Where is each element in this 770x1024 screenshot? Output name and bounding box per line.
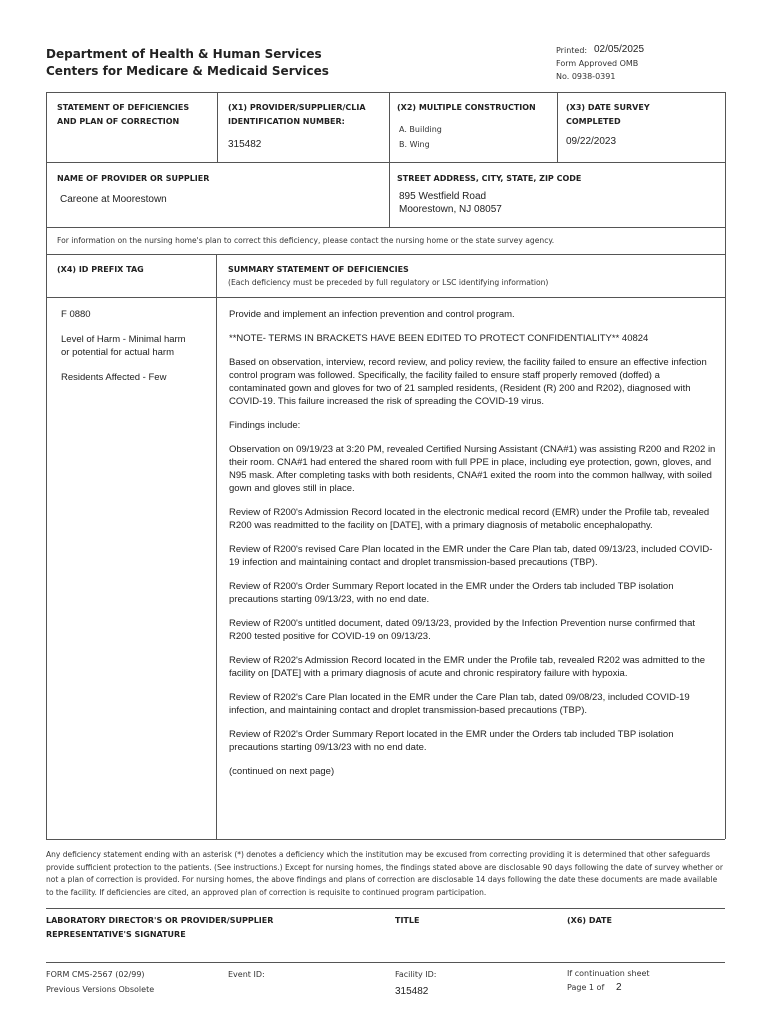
box-right-border [725,92,726,254]
signature-bottom-border [46,962,725,963]
row-divider-3 [46,254,725,255]
department-title: Department of Health & Human Services [46,47,322,61]
paragraph: Review of R202's Admission Record located in the EMR under the Profile tab, revealed R202 was admitted to the facility on [DATE] with a primary diagnosis of acute and chronic respiratory failure with hypoxia. [229,655,706,679]
row-divider-1 [46,162,725,163]
page-label: Page 1 of [567,983,605,992]
x3-value: 09/22/2023 [566,136,617,147]
section-right-border [725,254,726,839]
x1-label: (X1) PROVIDER/SUPPLIER/CLIA IDENTIFICATION NUMBER: [228,103,366,126]
divider-x2 [389,92,390,227]
form-number: FORM CMS-2567 (02/99) [46,970,145,979]
provider-value: Careone at Moorestown [60,194,167,205]
summary-label: SUMMARY STATEMENT OF DEFICIENCIES [228,265,409,274]
x1-value: 315482 [228,139,262,150]
address-line2: Moorestown, NJ 08057 [399,204,502,215]
event-id-label: Event ID: [228,970,265,979]
paragraph: Review of R200's Order Summary Report located in the EMR under the Orders tab included TBP isolation precautions starting 09/13/23, with no end date. [229,581,674,605]
paragraph: Review of R200's untitled document, dated 09/13/23, provided by the Infection Prevention nurse confirmed that R200 tested positive for COVID-19 on 09/13/23. [229,618,696,642]
paragraph: Provide and implement an infection prevention and control program. [229,309,515,320]
section-header-divider [46,297,725,298]
continuation-label: If continuation sheet [567,969,650,978]
paragraph: Findings include: [229,420,301,431]
paragraph: Review of R200's Admission Record located in the electronic medical record (EMR) under the Profile tab, revealed R200 was readmitted to the facility on [DATE], with a primary diagnosis of metabolic encephalopathy. [229,507,710,531]
x2-wing: B. Wing [399,140,430,149]
omb-approval: Form Approved OMB [556,59,639,68]
residents-affected: Residents Affected - Few [61,372,167,383]
paragraph: Review of R202's Care Plan located in the EMR under the Care Plan tab, dated 09/08/23, included COVID-19 infection, and maintaining contact and droplet transmission-based precautions (TBP). [229,692,690,716]
section-column-divider [216,254,217,839]
tag-id: F 0880 [61,309,91,320]
disclaimer-text: Any deficiency statement ending with an asterisk (*) denotes a deficiency which the institution may be excused from correcting providing it is determined that other safeguards provide sufficient protection to the patients. (See instructions.) Except for nursing homes, the findings stated above are disclosable 90 days following the date of survey whether or not a plan of correction is provided. For nursing homes, the above findings and plans of correction are disclosable 14 days following the date these documents are made available to the facility. If deficiencies are cited, an approved plan of correction is requisite to continued program participation. [46,850,723,897]
omb-number: No. 0938-0391 [556,72,616,81]
x3-label: (X3) DATE SURVEY COMPLETED [566,103,650,126]
paragraph: Observation on 09/19/23 at 3:20 PM, revealed Certified Nursing Assistant (CNA#1) was assisting R200 and R202 in their room. CNA#1 had entered the shared room with full PPE in place, including eye protection, gown, gloves, and N95 mask. After completing tasks with both residents, CNA#1 exited the room into the common hallway, with soiled gown and gloves still in place. [229,444,716,494]
printed-date: 02/05/2025 [594,44,645,55]
paragraph: **NOTE- TERMS IN BRACKETS HAVE BEEN EDITED TO PROTECT CONFIDENTIALITY** 40824 [229,333,649,344]
harm-level: Level of Harm - Minimal harm or potential for actual harm [61,334,186,358]
centers-title: Centers for Medicare & Medicaid Services [46,64,329,78]
divider-x3 [557,92,558,162]
x2-building: A. Building [399,125,442,134]
director-signature-label: LABORATORY DIRECTOR'S OR PROVIDER/SUPPLIER REPRESENTATIVE'S SIGNATURE [46,916,274,939]
summary-sublabel: (Each deficiency must be preceded by full regulatory or LSC identifying information) [228,278,549,287]
paragraph: Review of R200's revised Care Plan located in the EMR under the Care Plan tab, dated 09/13/23, included COVID-19 infection and maintaining contact and droplet transmission-based precautions (TBP). [229,544,713,568]
info-note: For information on the nursing home's plan to correct this deficiency, please contact the nursing home or the state survey agency. [57,236,555,245]
address-line1: 895 Westfield Road [399,191,487,202]
title-label: TITLE [395,916,420,925]
paragraph: Based on observation, interview, record review, and policy review, the facility failed to ensure an effective infection control program was followed. Specifically, the facility failed to ensure staff properly removed (doffed) a contaminated gown and gloves for two of 21 sampled residents, (Resident (R) 200 and R202), diagnosed with COVID-19. This failure increased the risk of spreading the COVID-19 virus. [229,357,707,407]
facility-id-value: 315482 [395,986,429,997]
row-divider-2 [46,227,725,228]
provider-label: NAME OF PROVIDER OR SUPPLIER [57,174,210,183]
continued-note: (continued on next page) [229,766,335,777]
printed-label: Printed: [556,46,588,55]
box-top-border [46,92,725,93]
address-label: STREET ADDRESS, CITY, STATE, ZIP CODE [397,174,582,183]
divider-x1 [217,92,218,162]
statement-label: STATEMENT OF DEFICIENCIES AND PLAN OF CORRECTION [57,103,190,126]
signature-top-border [46,908,725,909]
deficiency-text [229,308,717,789]
paragraph: Review of R202's Order Summary Report located in the EMR under the Orders tab included TBP isolation precautions starting 09/13/23 with no end date. [229,729,674,753]
previous-versions: Previous Versions Obsolete [46,985,155,994]
x2-label: (X2) MULTIPLE CONSTRUCTION [397,103,536,112]
section-bottom-border [46,839,725,840]
facility-id-label: Facility ID: [395,970,437,979]
date-label: (X6) DATE [567,916,612,925]
box-left-border [46,92,47,254]
page-total: 2 [616,982,622,993]
section-left-border [46,254,47,839]
x4-label: (X4) ID PREFIX TAG [57,265,144,274]
